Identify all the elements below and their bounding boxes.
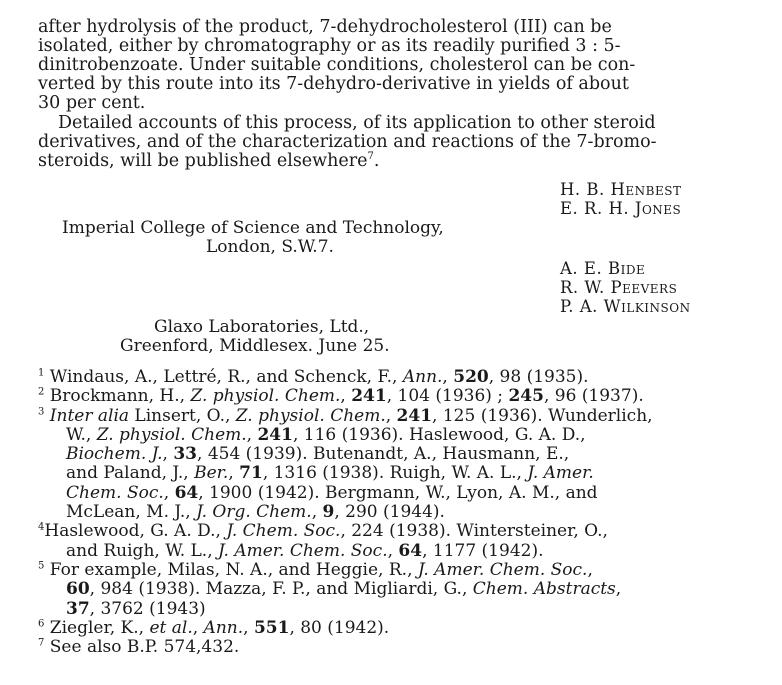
text-fragment: , — [228, 463, 240, 484]
text-fragment: , — [587, 559, 593, 580]
text-fragment: Windaus, A., Lettré, R., and Schenck, F., — [49, 367, 403, 387]
reference-3 — [38, 407, 768, 523]
journal-name: Z. physiol. Chem. — [190, 386, 341, 407]
reference-line — [38, 464, 768, 483]
volume-number: 33 — [173, 444, 198, 465]
journal-name: Z. physiol. Chem. — [235, 405, 386, 426]
journal-name: Chem. Soc. — [66, 482, 164, 503]
body-paragraph-1 — [38, 18, 758, 113]
reference-1 — [38, 368, 768, 387]
reference-7 — [38, 638, 768, 657]
reference-line — [38, 426, 768, 445]
text-fragment: , — [162, 444, 174, 465]
text-line: derivatives, and of the characterization and reactions of the 7-bromo- — [38, 132, 657, 152]
text-fragment: , 104 (1936) ; — [386, 386, 509, 407]
text-fragment: , — [163, 482, 175, 503]
journal-name: J. Org. Chem. — [196, 502, 312, 523]
footnote-marker: 7 — [367, 151, 374, 163]
text-fragment: steroids, will be published elsewhere — [38, 151, 368, 171]
reference-line — [38, 619, 768, 638]
affiliation-line: Glaxo Laboratories, Ltd., — [154, 317, 370, 337]
text-line: dinitrobenzoate. Under suitable conditions, cholesterol can be con- — [38, 55, 636, 75]
author-name — [560, 199, 681, 218]
text-fragment: , 224 (1938). Wintersteiner, O., — [340, 521, 608, 542]
reference-6 — [38, 619, 768, 638]
reference-line — [38, 368, 768, 387]
author-initials: E. R. H. — [560, 199, 635, 218]
journal-name: Z. physiol. Chem. — [96, 424, 247, 445]
text-fragment: and Paland, J., — [66, 463, 195, 484]
journal-name: Ann. — [203, 617, 244, 638]
text-fragment: Linsert, O., — [129, 405, 236, 426]
affiliation-imperial — [62, 219, 444, 257]
text-fragment: See also B.P. 574,432. — [49, 637, 240, 658]
references-list — [38, 368, 768, 657]
text-fragment: , 290 (1944). — [334, 502, 445, 523]
reference-number: 3 — [38, 405, 45, 417]
reference-number: 7 — [38, 637, 45, 649]
text-fragment: Inter alia — [49, 405, 130, 426]
volume-number: 71 — [239, 463, 263, 484]
text-fragment: , — [311, 502, 323, 523]
text-line: isolated, either by chromatography or as its readily purified 3 : 5- — [38, 36, 621, 56]
journal-name: J. Amer. Chem. Soc. — [218, 540, 388, 561]
journal-name: Biochem. J. — [66, 444, 163, 465]
author-surname: Henbest — [610, 180, 682, 199]
journal-name: J. Amer. Chem. Soc. — [417, 559, 588, 580]
reference-number: 4 — [38, 521, 45, 533]
reference-4 — [38, 522, 768, 561]
author-initials: A. E. — [560, 259, 608, 278]
author-signatures-1 — [560, 180, 681, 218]
text-fragment: , 98 (1935). — [488, 367, 589, 387]
text-fragment: , — [192, 617, 204, 638]
text-fragment: , — [243, 617, 254, 638]
text-fragment: , — [246, 424, 258, 445]
text-fragment: Haslewood, G. A. D., — [44, 521, 227, 542]
text-fragment: For example, Milas, N. A., and Heggie, R., — [49, 559, 418, 580]
affiliation-glaxo — [120, 317, 390, 356]
volume-number: 37 — [66, 598, 90, 619]
reference-number: 5 — [38, 560, 45, 572]
text-fragment: , 454 (1939). Butenandt, A., Hausmann, E., — [197, 444, 570, 465]
text-fragment: , 984 (1938). Mazza, F. P., and Migliardi, G., — [89, 579, 473, 600]
text-fragment: W., — [66, 424, 97, 445]
text-line: 30 per cent. — [38, 93, 146, 113]
text-fragment: , 1316 (1938). Ruigh, W. A. L., — [262, 463, 528, 484]
reference-line — [38, 387, 768, 406]
author-surname: Peevers — [610, 278, 678, 297]
text-fragment: , — [387, 540, 399, 561]
affiliation-line: London, S.W.7. — [206, 237, 334, 257]
affiliation-line: Greenford, Middlesex. June 25. — [120, 336, 390, 356]
reference-line — [38, 580, 768, 599]
journal-name: Ber. — [194, 463, 229, 484]
author-name — [560, 180, 681, 199]
journal-name: Ann. — [402, 367, 443, 387]
reference-number: 6 — [38, 618, 45, 630]
volume-number: 64 — [174, 482, 199, 503]
text-fragment: Brockmann, H., — [49, 386, 191, 407]
journal-name: J. Amer. — [527, 463, 594, 484]
author-initials: R. W. — [560, 278, 611, 297]
volume-number: 9 — [322, 502, 335, 523]
author-surname: Wilkinson — [603, 297, 691, 316]
reference-line — [38, 600, 768, 619]
text-fragment: McLean, M. J., — [66, 502, 197, 523]
volume-number: 241 — [257, 424, 293, 445]
text-fragment: , 1177 (1942). — [422, 540, 544, 561]
volume-number: 60 — [66, 579, 90, 600]
reference-number: 2 — [38, 386, 45, 398]
text-fragment: et al. — [149, 617, 193, 638]
text-fragment: , 125 (1936). Wunderlich, — [432, 405, 653, 426]
author-name — [560, 278, 691, 297]
volume-number: 551 — [253, 617, 290, 638]
volume-number: 64 — [398, 540, 423, 561]
reference-line — [38, 638, 768, 657]
text-fragment: , — [385, 405, 397, 426]
text-fragment: , — [340, 386, 352, 407]
text-fragment: . — [373, 151, 380, 171]
reference-5 — [38, 561, 768, 619]
reference-line — [38, 561, 768, 580]
body-paragraph-2 — [38, 114, 758, 171]
text-fragment: , 116 (1936). Haslewood, G. A. D., — [292, 424, 586, 445]
text-fragment: , 1900 (1942). Bergmann, W., Lyon, A. M., and — [198, 482, 598, 503]
reference-line — [38, 542, 768, 561]
text-fragment: , — [615, 579, 622, 600]
text-fragment: and Ruigh, W. L., — [66, 540, 219, 561]
text-fragment: Ziegler, K., — [49, 617, 150, 638]
reference-2 — [38, 387, 768, 406]
reference-line — [38, 407, 768, 426]
reference-line — [38, 445, 768, 464]
volume-number: 520 — [453, 367, 489, 387]
reference-number: 1 — [38, 367, 45, 379]
reference-line — [38, 522, 768, 541]
affiliation-line: Imperial College of Science and Technology, — [62, 218, 444, 238]
author-surname: Bide — [607, 259, 646, 278]
journal-name: J. Chem. Soc. — [226, 521, 341, 542]
volume-number: 241 — [396, 405, 433, 426]
author-name — [560, 259, 691, 278]
journal-name: Chem. Abstracts — [472, 579, 616, 600]
author-initials: P. A. — [560, 297, 604, 316]
author-signatures-2 — [560, 259, 691, 316]
text-line: Detailed accounts of this process, of its application to other steroid — [58, 113, 656, 133]
text-fragment: , — [442, 367, 454, 387]
author-name — [560, 297, 691, 316]
text-fragment: , 80 (1942). — [289, 617, 390, 638]
volume-number: 241 — [351, 386, 387, 407]
text-line: after hydrolysis of the product, 7-dehydrocholesterol (III) can be — [38, 17, 612, 37]
text-fragment: , 96 (1937). — [543, 386, 644, 407]
author-initials: H. B. — [560, 180, 611, 199]
volume-number: 245 — [508, 386, 544, 407]
text-line: verted by this route into its 7-dehydro-derivative in yields of about — [38, 74, 629, 94]
author-surname: Jones — [634, 199, 682, 218]
text-fragment: , 3762 (1943) — [89, 598, 206, 619]
reference-line — [38, 503, 768, 522]
reference-line — [38, 484, 768, 503]
text-line — [38, 152, 758, 171]
